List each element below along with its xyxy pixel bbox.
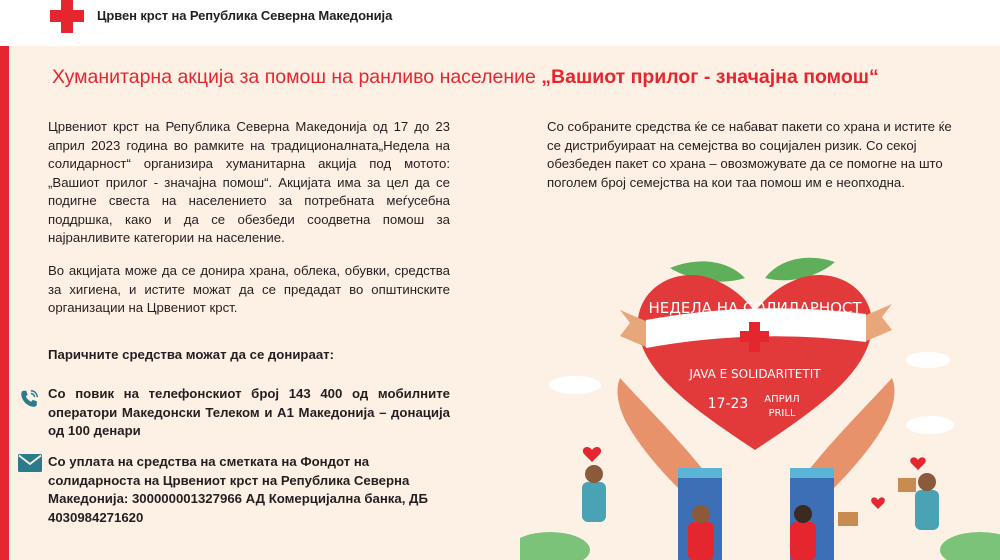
intro-paragraph: Црвениот крст на Република Северна Македонија од 17 до 23 април 2023 година во рамките на традиционалната„Недела на солидарност“ организира хуманитарна акција под мотото: „Вашиот прилог - значајна помош“. Акцијата има за цел да се подигне свеста на населението за потребната меѓусебна поддршка, како и да се обезбеди соодветна помош за најранливите категории на население. xyxy=(48,119,450,245)
top-bar xyxy=(0,0,1000,46)
bank-donation-text: Со уплата на средства на сметката на Фондот на солидарноста на Црвениот крст на Република Северна Македонија: 300000001327966 АД Комерцијална банка, ДБ 4030984271620 xyxy=(48,454,428,525)
donation-items-paragraph: Во акцијата може да се донира храна, облека, обувки, средства за хигиена, и истите можат да се предадат во општинските организации на Црвениот крст. xyxy=(48,263,450,315)
side-accent-bar xyxy=(0,46,9,560)
bush xyxy=(940,532,1000,560)
person xyxy=(790,522,816,560)
page-title xyxy=(52,66,879,89)
small-heart xyxy=(871,497,885,509)
envelope-icon xyxy=(18,454,42,472)
person xyxy=(582,482,606,522)
red-cross-icon xyxy=(48,0,86,33)
title-motto: „Вашиот прилог - значајна помош“ xyxy=(541,66,879,88)
organization-name: Црвен крст на Република Северна Македонија xyxy=(97,8,393,23)
poster-dates: 17-23 xyxy=(707,396,749,412)
title-main: Хуманитарна акција за помош на ранливо население xyxy=(52,66,542,88)
cloud xyxy=(906,352,950,368)
cloud xyxy=(906,416,954,434)
food-box xyxy=(838,512,858,526)
poster-month-mk: АПРИЛ xyxy=(764,394,800,405)
phone-donation-text: Со повик на телефонскиот број 143 400 од мобилните оператори Македонски Телеком и А1 Македонија – донација од 100 денари xyxy=(48,386,450,438)
phone-icon xyxy=(18,388,40,410)
person xyxy=(688,522,714,560)
person xyxy=(915,490,939,530)
small-heart xyxy=(910,457,925,470)
poster-title: НЕДЕЛА НА СОЛИДАРНОСТ xyxy=(648,299,862,317)
right-paragraph: Со собраните средства ќе се набават пакети со храна и истите ќе се дистрибуираат на семејства во социјален ризик. Со секој обезбеден пакет со храна – овозможувате да се помогне на што поголем број семејства на кои таа помош им е неопходна. xyxy=(547,119,952,190)
poster-subtitle: JAVA E SOLIDARITETIT xyxy=(689,367,821,381)
bush xyxy=(520,532,590,560)
money-donation-heading: Паричните средства можат да се донираат: xyxy=(48,347,335,362)
solidarity-week-illustration xyxy=(520,250,1000,560)
food-box xyxy=(898,478,916,492)
small-heart xyxy=(583,447,601,462)
poster-month-al: PRILL xyxy=(768,408,796,419)
cloud xyxy=(549,376,601,394)
